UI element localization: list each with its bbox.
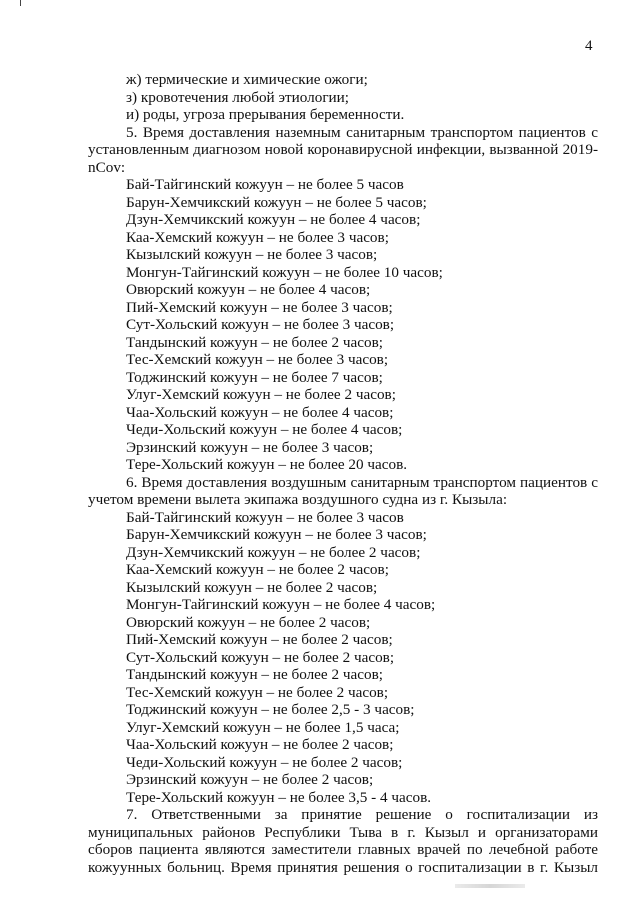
list-item: Улуг-Хемский кожуун – не более 2 часов;	[126, 386, 396, 403]
section-5	[88, 124, 598, 474]
list-item: Сут-Хольский кожуун – не более 3 часов;	[126, 316, 395, 333]
paragraph-line: 6. Время доставления воздушным санитарным транспортом пациентов с	[126, 473, 598, 491]
list-item: Тоджинский кожуун – не более 2,5 - 3 часов;	[126, 701, 415, 718]
list-item: Тере-Хольский кожуун – не более 3,5 - 4 часов.	[126, 788, 432, 806]
paragraph-line: установленным диагнозом новой коронавирусной инфекции, вызванной 2019-	[88, 141, 598, 158]
list-item: ж) термические и химические ожоги;	[126, 71, 368, 88]
list-item: Тере-Хольский кожуун – не более 20 часов.	[126, 456, 408, 473]
list-item: Монгун-Тайгинский кожуун – не более 10 часов;	[126, 263, 443, 281]
page-number: 4	[585, 38, 593, 54]
list-item: Овюрский кожуун – не более 2 часов;	[126, 613, 371, 631]
list-item: Тес-Хемский кожуун – не более 2 часов;	[126, 683, 389, 701]
list-item: з) кровотечения любой этиологии;	[126, 88, 350, 106]
paragraph-line: nCov:	[88, 158, 126, 176]
list-item: Дзун-Хемчикский кожуун – не более 2 часов;	[126, 543, 421, 561]
paragraph-line: сборов пациента являются заместители главных врачей по лечебной работе	[88, 841, 598, 858]
list-item: Каа-Хемский кожуун – не более 2 часов;	[126, 561, 389, 578]
paragraph-line: кожуунных больниц. Время принятия решения о госпитализации в г. Кызыл	[88, 858, 598, 876]
list-item: Чаа-Хольский кожуун – не более 2 часов;	[126, 736, 394, 753]
list-item: Овюрский кожуун – не более 4 часов;	[126, 281, 371, 298]
items-top-list	[88, 71, 598, 124]
list-item: Бай-Тайгинский кожуун – не более 3 часов	[126, 508, 404, 526]
paragraph-line: 7. Ответственными за принятие решение о госпитализации из	[126, 806, 598, 823]
paragraph-line: учетом времени вылета экипажа воздушного судна из г. Кызыла:	[88, 491, 508, 508]
list-item: Тоджинский кожуун – не более 7 часов;	[126, 368, 383, 386]
document-body	[88, 71, 598, 876]
list-item: Тандынский кожуун – не более 2 часов;	[126, 666, 383, 683]
list-item: Дзун-Хемчикский кожуун – не более 4 часов;	[126, 211, 421, 228]
section-7	[88, 806, 598, 876]
section-6-entries	[88, 509, 598, 807]
list-item: Эрзинский кожуун – не более 2 часов;	[126, 771, 374, 788]
list-item: Барун-Хемчикский кожуун – не более 5 часов;	[126, 193, 427, 211]
list-item: Барун-Хемчикский кожуун – не более 3 часов;	[126, 526, 427, 543]
list-item: Кызылский кожуун – не более 3 часов;	[126, 246, 378, 263]
section-6	[88, 474, 598, 807]
list-item: Улуг-Хемский кожуун – не более 1,5 часа;	[126, 718, 400, 736]
list-item: Чаа-Хольский кожуун – не более 4 часов;	[126, 403, 394, 421]
list-item: Тес-Хемский кожуун – не более 3 часов;	[126, 351, 389, 368]
list-item: Каа-Хемский кожуун – не более 3 часов;	[126, 228, 389, 246]
list-item: Пий-Хемский кожуун – не более 2 часов;	[126, 631, 393, 648]
list-item: Чеди-Хольский кожуун – не более 4 часов;	[126, 421, 403, 438]
list-item: Пий-Хемский кожуун – не более 3 часов;	[126, 298, 393, 316]
paragraph-line: муниципальных районов Республики Тыва в г. Кызыл и организаторами	[88, 823, 598, 841]
scan-artifact	[455, 884, 525, 888]
list-item: Сут-Хольский кожуун – не более 2 часов;	[126, 648, 395, 666]
list-item: Чеди-Хольский кожуун – не более 2 часов;	[126, 753, 403, 771]
list-item: и) роды, угроза прерывания беременности.	[126, 106, 405, 123]
list-item: Монгун-Тайгинский кожуун – не более 4 часов;	[126, 596, 436, 613]
list-item: Кызылский кожуун – не более 2 часов;	[126, 578, 378, 596]
scan-edge-mark	[20, 0, 21, 6]
section-5-entries	[88, 176, 598, 474]
list-item: Эрзинский кожуун – не более 3 часов;	[126, 438, 374, 456]
list-item: Тандынский кожуун – не более 2 часов;	[126, 333, 383, 351]
list-item: Бай-Тайгинский кожуун – не более 5 часов	[126, 176, 404, 193]
paragraph-line: 5. Время доставления наземным санитарным транспортом пациентов с	[126, 123, 598, 141]
